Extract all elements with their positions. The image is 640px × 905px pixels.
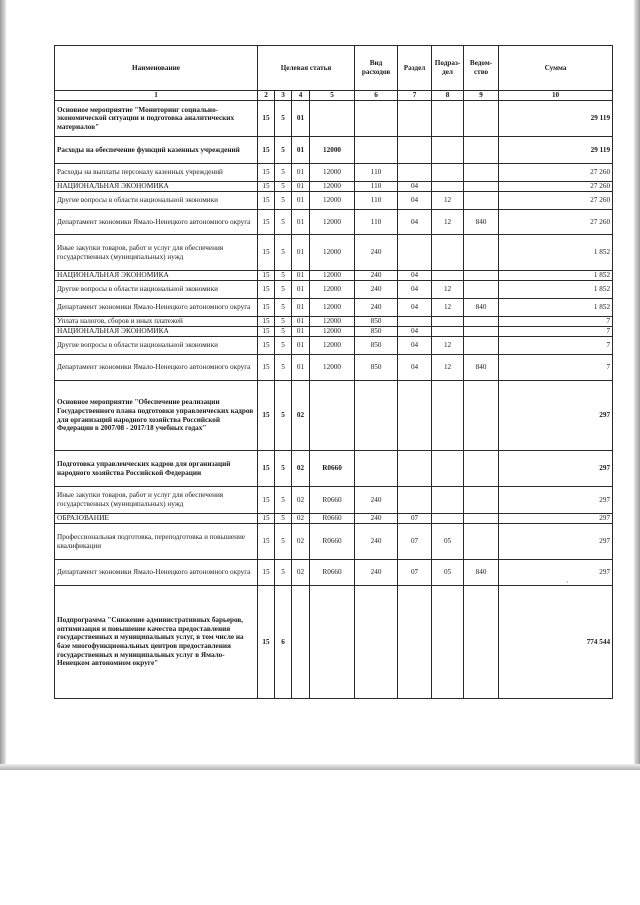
cell-rz: 04 bbox=[398, 299, 432, 317]
cell-rz: 07 bbox=[398, 514, 432, 524]
cell-pr bbox=[432, 586, 464, 699]
cell-c3: 01 bbox=[292, 271, 310, 281]
cell-ved bbox=[464, 192, 499, 210]
table-row bbox=[55, 164, 613, 182]
table-row bbox=[55, 192, 613, 210]
table-row bbox=[55, 327, 613, 337]
cell-c4: 12000 bbox=[310, 164, 355, 182]
cell-c2: 5 bbox=[275, 524, 292, 560]
cell-ved bbox=[464, 337, 499, 355]
cell-name: НАЦИОНАЛЬНАЯ ЭКОНОМИКА bbox=[55, 271, 258, 281]
cell-vr bbox=[355, 381, 398, 451]
cell-c1: 15 bbox=[258, 164, 275, 182]
cell-vr: 110 bbox=[355, 192, 398, 210]
cell-ved bbox=[464, 487, 499, 514]
cell-ved: 840 bbox=[464, 560, 499, 586]
col-number: 8 bbox=[432, 91, 464, 101]
cell-c4: R0660 bbox=[310, 560, 355, 586]
cell-c1: 15 bbox=[258, 355, 275, 381]
cell-ved bbox=[464, 137, 499, 164]
cell-pr bbox=[432, 101, 464, 137]
table-row bbox=[55, 210, 613, 235]
cell-c1: 15 bbox=[258, 137, 275, 164]
cell-ved bbox=[464, 235, 499, 271]
col-number: 2 bbox=[258, 91, 275, 101]
cell-ved bbox=[464, 317, 499, 327]
col-number: 7 bbox=[398, 91, 432, 101]
cell-vr: 240 bbox=[355, 235, 398, 271]
cell-c1: 15 bbox=[258, 317, 275, 327]
cell-ved: 840 bbox=[464, 299, 499, 317]
cell-c4: 12000 bbox=[310, 192, 355, 210]
cell-c3: 01 bbox=[292, 355, 310, 381]
cell-name: Уплата налогов, сборов и иных платежей bbox=[55, 317, 258, 327]
cell-ved bbox=[464, 271, 499, 281]
cell-vr: 240 bbox=[355, 281, 398, 299]
cell-c1: 15 bbox=[258, 210, 275, 235]
cell-c3: 01 bbox=[292, 327, 310, 337]
cell-name: НАЦИОНАЛЬНАЯ ЭКОНОМИКА bbox=[55, 182, 258, 192]
cell-sum: 1 852 bbox=[499, 299, 613, 317]
cell-sum: 27 260 bbox=[499, 192, 613, 210]
cell-ved bbox=[464, 524, 499, 560]
cell-c1: 15 bbox=[258, 487, 275, 514]
cell-c3 bbox=[292, 586, 310, 699]
header-target: Целевая статья bbox=[258, 46, 355, 91]
cell-c3: 01 bbox=[292, 299, 310, 317]
cell-c4: 12000 bbox=[310, 355, 355, 381]
cell-c1: 15 bbox=[258, 337, 275, 355]
cell-c1: 15 bbox=[258, 381, 275, 451]
cell-c3: 01 bbox=[292, 137, 310, 164]
cell-sum: 7 bbox=[499, 355, 613, 381]
cell-pr bbox=[432, 182, 464, 192]
header-department: Ведом-ство bbox=[464, 46, 499, 91]
cell-c3: 02 bbox=[292, 487, 310, 514]
table-row bbox=[55, 101, 613, 137]
col-number: 5 bbox=[310, 91, 355, 101]
cell-sum: 297 bbox=[499, 514, 613, 524]
cell-name: Департамент экономики Ямало-Ненецкого автономного округа bbox=[55, 355, 258, 381]
cell-pr: 12 bbox=[432, 210, 464, 235]
cell-rz: 07 bbox=[398, 524, 432, 560]
cell-sum: 7 bbox=[499, 327, 613, 337]
cell-name: Департамент экономики Ямало-Ненецкого автономного округа bbox=[55, 299, 258, 317]
cell-vr: 850 bbox=[355, 337, 398, 355]
cell-vr bbox=[355, 451, 398, 487]
cell-c4: R0660 bbox=[310, 524, 355, 560]
cell-c3: 01 bbox=[292, 337, 310, 355]
cell-rz bbox=[398, 586, 432, 699]
cell-sum: 297 bbox=[499, 487, 613, 514]
cell-c4 bbox=[310, 381, 355, 451]
cell-c2: 5 bbox=[275, 235, 292, 271]
table-row bbox=[55, 271, 613, 281]
cell-rz: 04 bbox=[398, 281, 432, 299]
table-row bbox=[55, 355, 613, 381]
cell-c4: 12000 bbox=[310, 337, 355, 355]
cell-vr bbox=[355, 137, 398, 164]
cell-ved bbox=[464, 586, 499, 699]
cell-pr bbox=[432, 164, 464, 182]
header-name: Наименование bbox=[55, 46, 258, 91]
table-row bbox=[55, 586, 613, 699]
cell-pr: 05 bbox=[432, 524, 464, 560]
cell-rz bbox=[398, 451, 432, 487]
cell-c3: 02 bbox=[292, 560, 310, 586]
table-row bbox=[55, 487, 613, 514]
cell-rz: 04 bbox=[398, 182, 432, 192]
cell-c4: 12000 bbox=[310, 299, 355, 317]
cell-pr: 12 bbox=[432, 355, 464, 381]
col-number: 3 bbox=[275, 91, 292, 101]
cell-ved: 840 bbox=[464, 355, 499, 381]
cell-rz bbox=[398, 317, 432, 327]
scan-edge-left bbox=[0, 0, 6, 770]
table-row bbox=[55, 381, 613, 451]
cell-c1: 15 bbox=[258, 514, 275, 524]
cell-ved bbox=[464, 514, 499, 524]
scan-speck: · bbox=[566, 578, 569, 587]
cell-rz: 04 bbox=[398, 327, 432, 337]
cell-c2: 5 bbox=[275, 299, 292, 317]
table-body bbox=[55, 101, 613, 699]
cell-c1: 15 bbox=[258, 524, 275, 560]
cell-c1: 15 bbox=[258, 182, 275, 192]
cell-ved bbox=[464, 327, 499, 337]
cell-c2: 5 bbox=[275, 137, 292, 164]
cell-pr: 12 bbox=[432, 281, 464, 299]
cell-c4: 12000 bbox=[310, 210, 355, 235]
cell-pr: 12 bbox=[432, 299, 464, 317]
table-row bbox=[55, 514, 613, 524]
cell-pr bbox=[432, 271, 464, 281]
cell-vr: 110 bbox=[355, 210, 398, 235]
cell-sum: 27 260 bbox=[499, 182, 613, 192]
cell-vr: 110 bbox=[355, 164, 398, 182]
col-number: 1 bbox=[55, 91, 258, 101]
cell-rz bbox=[398, 101, 432, 137]
cell-rz: 04 bbox=[398, 210, 432, 235]
cell-c2: 5 bbox=[275, 381, 292, 451]
cell-sum: 1 852 bbox=[499, 281, 613, 299]
cell-name: Департамент экономики Ямало-Ненецкого автономного округа bbox=[55, 560, 258, 586]
cell-c2: 5 bbox=[275, 164, 292, 182]
cell-vr: 240 bbox=[355, 299, 398, 317]
cell-c2: 5 bbox=[275, 451, 292, 487]
cell-c4 bbox=[310, 101, 355, 137]
cell-rz: 07 bbox=[398, 560, 432, 586]
cell-c4: 12000 bbox=[310, 271, 355, 281]
cell-sum: 7 bbox=[499, 317, 613, 327]
scan-edge-right bbox=[634, 0, 640, 770]
header-sum: Сумма bbox=[499, 46, 613, 91]
cell-pr: 12 bbox=[432, 192, 464, 210]
table-header-row bbox=[55, 46, 613, 91]
cell-c3: 01 bbox=[292, 192, 310, 210]
cell-name: Департамент экономики Ямало-Ненецкого автономного округа bbox=[55, 210, 258, 235]
cell-c4: R0660 bbox=[310, 514, 355, 524]
cell-c2: 5 bbox=[275, 514, 292, 524]
cell-vr: 850 bbox=[355, 317, 398, 327]
cell-rz: 04 bbox=[398, 192, 432, 210]
cell-c2: 5 bbox=[275, 281, 292, 299]
column-number-row bbox=[55, 91, 613, 101]
cell-c3: 01 bbox=[292, 164, 310, 182]
cell-name: Подпрограмма "Снижение административных барьеров, оптимизация и повышение качества предоставления государственных и муниципальных услуг, в том числе на базе многофункциональных центров предоставления государственных и муниципальных услуг в Ямало-Ненецком автономном округе" bbox=[55, 586, 258, 699]
cell-c3: 01 bbox=[292, 210, 310, 235]
cell-pr bbox=[432, 487, 464, 514]
header-expense-type: Вид расходов bbox=[355, 46, 398, 91]
cell-sum: 1 852 bbox=[499, 235, 613, 271]
cell-c3: 01 bbox=[292, 281, 310, 299]
cell-sum: 27 260 bbox=[499, 164, 613, 182]
cell-vr: 240 bbox=[355, 524, 398, 560]
cell-c2: 5 bbox=[275, 271, 292, 281]
cell-c2: 5 bbox=[275, 327, 292, 337]
cell-c4: R0660 bbox=[310, 451, 355, 487]
cell-c1: 15 bbox=[258, 235, 275, 271]
table-row bbox=[55, 299, 613, 317]
cell-name: Иные закупки товаров, работ и услуг для обеспечения государственных (муниципальных) нужд bbox=[55, 235, 258, 271]
table-row bbox=[55, 560, 613, 586]
header-subsection: Подраз-дел bbox=[432, 46, 464, 91]
cell-pr: 05 bbox=[432, 560, 464, 586]
cell-vr: 850 bbox=[355, 355, 398, 381]
cell-pr bbox=[432, 137, 464, 164]
table-row bbox=[55, 451, 613, 487]
cell-ved bbox=[464, 381, 499, 451]
cell-name: Основное мероприятие "Мониторинг социально-экономической ситуации и подготовка аналитических материалов" bbox=[55, 101, 258, 137]
table-row bbox=[55, 182, 613, 192]
cell-vr: 850 bbox=[355, 327, 398, 337]
col-number: 10 bbox=[499, 91, 613, 101]
cell-c1: 15 bbox=[258, 327, 275, 337]
cell-sum: 297 bbox=[499, 560, 613, 586]
cell-ved bbox=[464, 101, 499, 137]
cell-name: Расходы на обеспечение функций казенных учреждений bbox=[55, 137, 258, 164]
cell-c1: 15 bbox=[258, 560, 275, 586]
cell-c4 bbox=[310, 586, 355, 699]
cell-name: Другие вопросы в области национальной экономики bbox=[55, 192, 258, 210]
col-number: 4 bbox=[292, 91, 310, 101]
cell-name: Профессиональная подготовка, переподготовка и повышение квалификации bbox=[55, 524, 258, 560]
cell-sum: 297 bbox=[499, 451, 613, 487]
cell-c1: 15 bbox=[258, 586, 275, 699]
cell-c3: 02 bbox=[292, 514, 310, 524]
cell-rz: 04 bbox=[398, 337, 432, 355]
cell-sum: 27 260 bbox=[499, 210, 613, 235]
cell-name: НАЦИОНАЛЬНАЯ ЭКОНОМИКА bbox=[55, 327, 258, 337]
cell-c2: 6 bbox=[275, 586, 292, 699]
cell-rz bbox=[398, 164, 432, 182]
cell-c4: R0660 bbox=[310, 487, 355, 514]
cell-c3: 02 bbox=[292, 381, 310, 451]
cell-pr bbox=[432, 451, 464, 487]
cell-pr: 12 bbox=[432, 337, 464, 355]
cell-c2: 5 bbox=[275, 317, 292, 327]
cell-name: Другие вопросы в области национальной экономики bbox=[55, 281, 258, 299]
table-row bbox=[55, 235, 613, 271]
cell-c1: 15 bbox=[258, 451, 275, 487]
col-number: 9 bbox=[464, 91, 499, 101]
cell-ved: 840 bbox=[464, 210, 499, 235]
cell-c1: 15 bbox=[258, 281, 275, 299]
cell-name: Подготовка управленческих кадров для организаций народного хозяйства Российской Федерации bbox=[55, 451, 258, 487]
cell-ved bbox=[464, 164, 499, 182]
cell-rz: 04 bbox=[398, 271, 432, 281]
cell-c2: 5 bbox=[275, 182, 292, 192]
cell-vr: 240 bbox=[355, 560, 398, 586]
cell-c4: 12000 bbox=[310, 182, 355, 192]
cell-c2: 5 bbox=[275, 560, 292, 586]
table-row bbox=[55, 281, 613, 299]
cell-c1: 15 bbox=[258, 101, 275, 137]
table-row bbox=[55, 137, 613, 164]
cell-c1: 15 bbox=[258, 271, 275, 281]
cell-name: Другие вопросы в области национальной экономики bbox=[55, 337, 258, 355]
cell-c3: 01 bbox=[292, 235, 310, 271]
cell-pr bbox=[432, 381, 464, 451]
cell-c4: 12000 bbox=[310, 327, 355, 337]
cell-c4: 12000 bbox=[310, 235, 355, 271]
cell-pr bbox=[432, 514, 464, 524]
cell-vr: 240 bbox=[355, 487, 398, 514]
cell-c4: 12000 bbox=[310, 317, 355, 327]
cell-c4: 12000 bbox=[310, 281, 355, 299]
cell-c3: 02 bbox=[292, 451, 310, 487]
cell-c2: 5 bbox=[275, 101, 292, 137]
cell-rz: 04 bbox=[398, 355, 432, 381]
cell-sum: 29 119 bbox=[499, 101, 613, 137]
cell-c2: 5 bbox=[275, 210, 292, 235]
cell-sum: 297 bbox=[499, 524, 613, 560]
cell-vr: 240 bbox=[355, 271, 398, 281]
cell-rz bbox=[398, 235, 432, 271]
cell-rz bbox=[398, 137, 432, 164]
cell-c3: 01 bbox=[292, 101, 310, 137]
col-number: 6 bbox=[355, 91, 398, 101]
header-section: Раздел bbox=[398, 46, 432, 91]
budget-table bbox=[54, 45, 613, 699]
cell-c2: 5 bbox=[275, 192, 292, 210]
cell-c4: 12000 bbox=[310, 137, 355, 164]
cell-name: Расходы на выплаты персоналу казенных учреждений bbox=[55, 164, 258, 182]
cell-pr bbox=[432, 327, 464, 337]
cell-name: Иные закупки товаров, работ и услуг для обеспечения государственных (муниципальных) нужд bbox=[55, 487, 258, 514]
cell-vr bbox=[355, 101, 398, 137]
cell-c3: 01 bbox=[292, 182, 310, 192]
cell-c3: 02 bbox=[292, 524, 310, 560]
cell-rz bbox=[398, 381, 432, 451]
cell-c2: 5 bbox=[275, 355, 292, 381]
cell-ved bbox=[464, 451, 499, 487]
cell-c1: 15 bbox=[258, 299, 275, 317]
cell-pr bbox=[432, 235, 464, 271]
scan-edge-bottom bbox=[0, 764, 640, 770]
cell-c2: 5 bbox=[275, 487, 292, 514]
cell-vr: 240 bbox=[355, 514, 398, 524]
cell-sum: 29 119 bbox=[499, 137, 613, 164]
cell-ved bbox=[464, 281, 499, 299]
cell-pr bbox=[432, 317, 464, 327]
cell-c2: 5 bbox=[275, 337, 292, 355]
cell-sum: 297 bbox=[499, 381, 613, 451]
cell-vr bbox=[355, 586, 398, 699]
cell-name: Основное мероприятие "Обеспечение реализации Государственного плана подготовки управленческих кадров для организаций народного хозяйства Российской Федерации в 2007/08 - 2017/18 учебных годах" bbox=[55, 381, 258, 451]
cell-sum: 1 852 bbox=[499, 271, 613, 281]
cell-sum: 7 bbox=[499, 337, 613, 355]
cell-vr: 110 bbox=[355, 182, 398, 192]
cell-c1: 15 bbox=[258, 192, 275, 210]
cell-rz bbox=[398, 487, 432, 514]
cell-ved bbox=[464, 182, 499, 192]
cell-c3: 01 bbox=[292, 317, 310, 327]
table-row bbox=[55, 317, 613, 327]
table-row bbox=[55, 524, 613, 560]
cell-sum: 774 544 bbox=[499, 586, 613, 699]
table-row bbox=[55, 337, 613, 355]
cell-name: ОБРАЗОВАНИЕ bbox=[55, 514, 258, 524]
